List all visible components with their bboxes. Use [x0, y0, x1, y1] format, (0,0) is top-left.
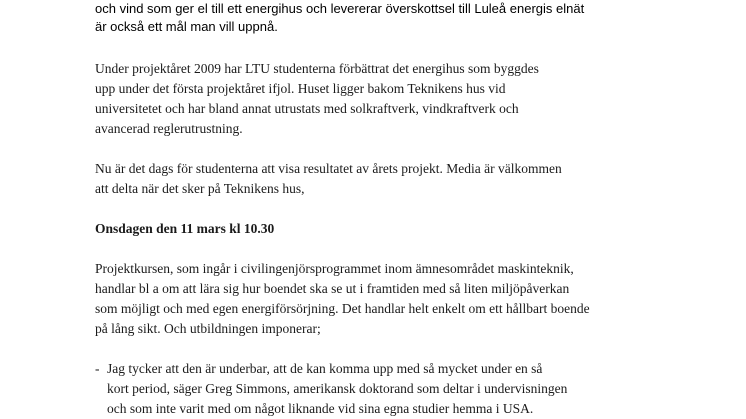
para3-line-2: handlar bl a om att lära sig hur boendet ska se ut i framtiden med så liten miljöpåverkan: [95, 281, 570, 296]
para2-line-1: Nu är det dags för studenterna att visa resultatet av årets projekt. Media är välkommen: [95, 161, 562, 176]
para3-line-3: som möjligt och med egen energiförsörjning. Det handlar helt enkelt om ett hållbart boende: [95, 301, 590, 316]
quote-line-1: Jag tycker att den är underbar, att de kan komma upp med så mycket under en så: [107, 361, 543, 376]
para2-line-2: att delta när det sker på Teknikens hus,: [95, 181, 305, 196]
para1-line-3: universitetet och har bland annat utrustats med solkraftverk, vindkraftverk och: [95, 101, 519, 116]
date-heading: Onsdagen den 11 mars kl 10.30: [95, 221, 275, 236]
para3-line-4: på lång sikt. Och utbildningen imponerar;: [95, 321, 321, 336]
quote-dash: -: [95, 361, 100, 376]
para1-line-1: Under projektåret 2009 har LTU studenterna förbättrat det energihus som byggdes: [95, 61, 539, 76]
quote-line-2: kort period, säger Greg Simmons, amerikansk doktorand som deltar i undervisningen: [107, 381, 568, 396]
para1-line-4: avancerad reglerutrustning.: [95, 121, 243, 136]
intro-line-2: är också ett mål man vill uppnå.: [95, 19, 278, 34]
quote-line-3: och som inte varit med om något liknande vid sina egna studier hemma i USA.: [107, 401, 534, 416]
intro-line-1: och vind som ger el till ett energihus och levererar överskottsel till Luleå energis elnät: [95, 1, 585, 16]
para1-line-2: upp under det första projektåret ifjol. Huset ligger bakom Teknikens hus vid: [95, 81, 506, 96]
para3-line-1: Projektkursen, som ingår i civilingenjörsprogrammet inom ämnesområdet maskinteknik,: [95, 261, 574, 276]
